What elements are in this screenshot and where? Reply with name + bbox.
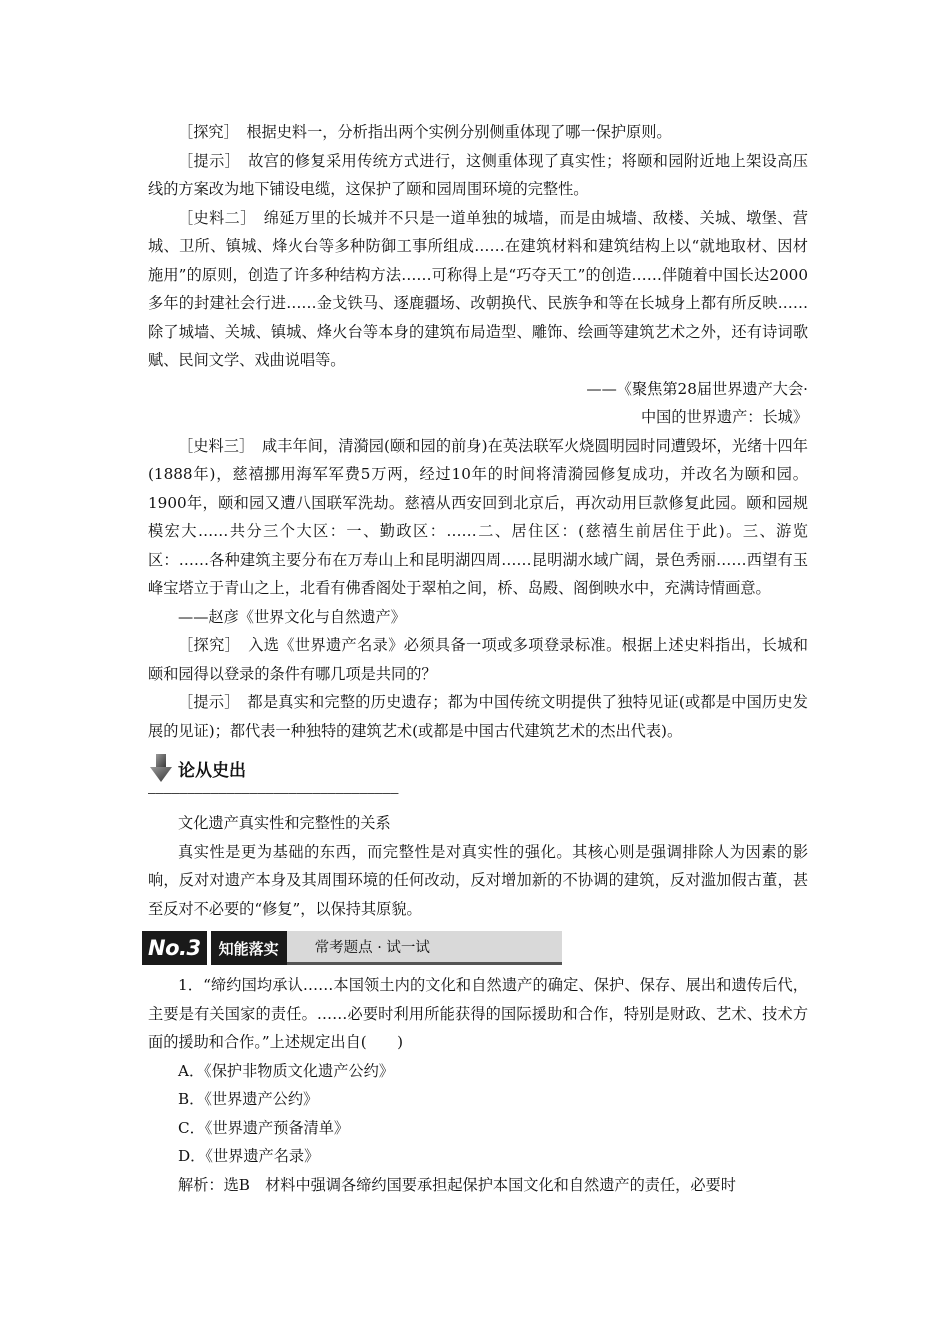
source-material-two: ［史料二］ 绵延万里的长城并不只是一道单独的城墙，而是由城墙、敌楼、关城、墩堡、营城、卫所、镇城、烽火台等多种防御工事所组成……在建筑材料和建筑结构上以“就地取材、因材施用”的原则，创造了许多种结构方法……可称得上是“巧夺天工”的创造……伴随着中国长达2000多年的封建社会行进……金戈铁马、逐鹿疆场、改朝换代、民族争和等在长城身上都有所反映……除了城墙、关城、镇城、烽火台等本身的建筑布局造型、雕饰、绘画等建筑艺术之外，还有诗词歌赋、民间文学、戏曲说唱等。 bbox=[148, 208, 808, 369]
explore-two: ［探究］ 入选《世界遗产名录》必须具备一项或多项登录标准。根据上述史料指出，长城和颐和园得以登录的条件有哪几项是共同的？ bbox=[148, 636, 808, 683]
source-three-citation: ——赵彦《世界文化与自然遗产》 bbox=[178, 607, 406, 626]
practice-banner bbox=[142, 931, 562, 965]
source-two-citation-line2: 中国的世界遗产：长城》 bbox=[640, 408, 808, 426]
document-body bbox=[148, 118, 808, 1199]
hint-two: ［提示］ 都是真实和完整的历史遗存；都为中国传统文明提供了独特见证(或都是中国历史发展的见证)；都代表一种独特的建筑艺术(或都是中国古代建筑艺术的杰出代表)。 bbox=[148, 693, 808, 740]
explore-one: ［探究］ 根据史料一，分析指出两个实例分别侧重体现了哪一保护原则。 bbox=[178, 123, 672, 141]
banner-title: 知能落实 bbox=[209, 931, 287, 965]
banner-subtitle: 常考题点 · 试一试 bbox=[287, 931, 562, 965]
dash-divider: ———————————————————————————————— bbox=[148, 786, 399, 801]
option-d: D．《世界遗产名录》 bbox=[178, 1147, 320, 1165]
option-c: C．《世界遗产预备清单》 bbox=[178, 1118, 350, 1137]
relation-body: 真实性是更为基础的东西，而完整性是对真实性的强化。其核心则是强调排除人为因素的影响，反对对遗产本身及其周围环境的任何改动，反对增加新的不协调的建筑，反对滥加假古董，甚至反对不必要的“修复”，以保持其原貌。 bbox=[148, 842, 808, 918]
section-title: 论从史出 bbox=[178, 760, 246, 781]
source-two-citation-line1: ——《聚焦第28届世界遗产大会· bbox=[586, 379, 808, 398]
option-b: B．《世界遗产公约》 bbox=[178, 1090, 319, 1108]
hint-one: ［提示］ 故宫的修复采用传统方式进行，这侧重体现了真实性；将颐和园附近地上架设高压线的方案改为地下铺设电缆，这保护了颐和园周围环境的完整性。 bbox=[148, 151, 808, 198]
analysis: 解析：选B 材料中强调各缔约国要承担起保护本国文化和自然遗产的责任，必要时 bbox=[178, 1175, 736, 1194]
relation-title: 文化遗产真实性和完整性的关系 bbox=[178, 814, 391, 832]
down-arrow-icon bbox=[148, 753, 174, 783]
section-heading bbox=[148, 751, 808, 785]
question-one: 1．“缔约国均承认……本国领土内的文化和自然遗产的确定、保护、保存、展出和遗传后代，主要是有关国家的责任。……必要时利用所能获得的国际援助和合作，特别是财政、艺术、技术方面的援助和合作。”上述规定出自( ) bbox=[148, 976, 808, 1051]
source-material-three: ［史料三］ 咸丰年间，清漪园(颐和园的前身)在英法联军火烧圆明园时同遭毁坏，光绪十四年(1888年)，慈禧挪用海军军费5万两，经过10年的时间将清漪园修复成功，并改名为颐和园。1900年，颐和园又遭八国联军洗劫。慈禧从西安回到北京后，再次动用巨款修复此园。颐和园规模宏大……共分三个大区：一、勤政区：……二、居住区：(慈禧生前居住于此)。三、游览区：……各种建筑主要分布在万寿山上和昆明湖四周……昆明湖水域广阔，景色秀丽……西望有玉峰宝塔立于青山之上，北看有佛香阁处于翠柏之间，桥、岛殿、阁倒映水中，充满诗情画意。 bbox=[148, 436, 808, 597]
banner-number: No.3 bbox=[142, 931, 207, 965]
option-a: A．《保护非物质文化遗产公约》 bbox=[178, 1061, 394, 1080]
